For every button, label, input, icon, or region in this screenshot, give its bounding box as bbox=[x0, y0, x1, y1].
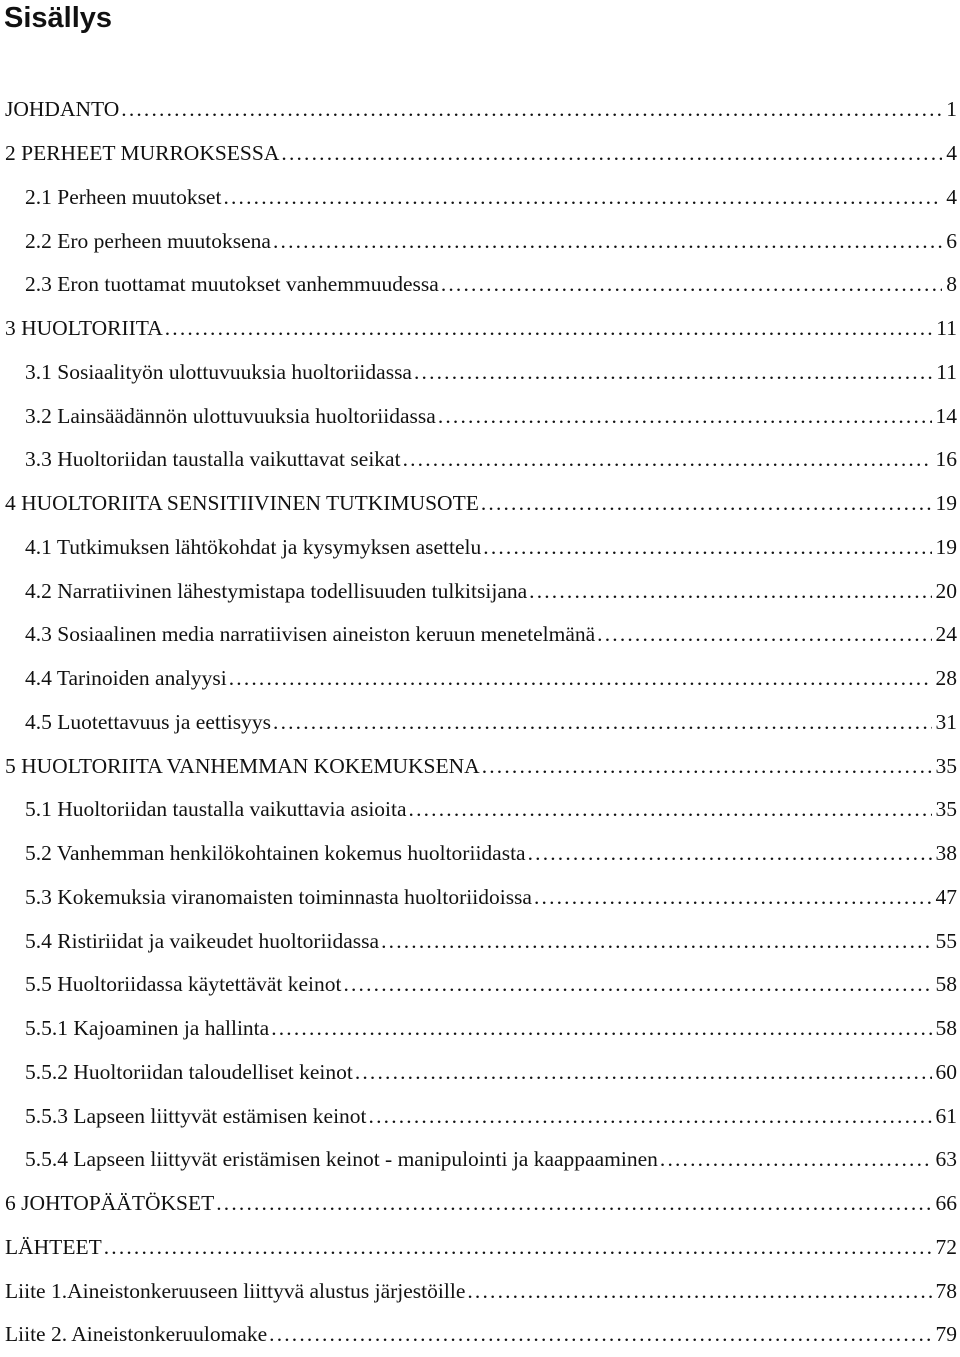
toc-entry[interactable] bbox=[0, 701, 960, 745]
toc-entry-page-number[interactable]: 66 bbox=[935, 1191, 957, 1216]
dot-leader bbox=[281, 141, 942, 166]
toc-entry[interactable] bbox=[0, 1051, 960, 1095]
table-of-contents bbox=[0, 88, 960, 1357]
dot-leader bbox=[482, 754, 932, 779]
dot-leader bbox=[381, 929, 931, 954]
dot-leader bbox=[369, 1104, 932, 1129]
toc-entry[interactable] bbox=[0, 876, 960, 920]
dot-leader bbox=[528, 841, 932, 866]
toc-entry-page-number[interactable]: 6 bbox=[946, 228, 957, 253]
page-title: Sisällys bbox=[4, 2, 113, 34]
toc-entry[interactable] bbox=[0, 1313, 960, 1357]
toc-entry-title[interactable]: 4.3 Sosiaalinen media narratiivisen aineiston keruun menetelmänä bbox=[25, 622, 596, 647]
toc-entry-title[interactable]: 5.5.1 Kajoaminen ja hallinta bbox=[25, 1016, 270, 1041]
toc-entry-page-number[interactable]: 11 bbox=[936, 316, 957, 341]
toc-entry-page-number[interactable]: 72 bbox=[935, 1234, 957, 1259]
dot-leader bbox=[438, 404, 932, 429]
toc-entry-page-number[interactable]: 38 bbox=[935, 841, 957, 866]
toc-entry-page-number[interactable]: 16 bbox=[935, 447, 957, 472]
toc-entry[interactable] bbox=[0, 963, 960, 1007]
toc-entry-title[interactable]: LÄHTEET bbox=[5, 1234, 102, 1259]
dot-leader bbox=[216, 1191, 931, 1216]
toc-entry[interactable] bbox=[0, 1007, 960, 1051]
toc-entry-page-number[interactable]: 58 bbox=[935, 972, 957, 997]
toc-entry-title[interactable]: 5.5 Huoltoriidassa käytettävät keinot bbox=[25, 972, 342, 997]
toc-entry[interactable] bbox=[0, 744, 960, 788]
toc-entry[interactable] bbox=[0, 1226, 960, 1270]
toc-entry-title[interactable]: 4 HUOLTORIITA SENSITIIVINEN TUTKIMUSOTE bbox=[5, 491, 479, 516]
toc-entry-title[interactable]: 2 PERHEET MURROKSESSA bbox=[5, 141, 280, 166]
toc-entry[interactable] bbox=[0, 307, 960, 351]
toc-entry-page-number[interactable]: 79 bbox=[935, 1322, 957, 1347]
toc-entry[interactable] bbox=[0, 219, 960, 263]
toc-entry-page-number[interactable]: 31 bbox=[935, 709, 957, 734]
toc-entry[interactable] bbox=[0, 1138, 960, 1182]
dot-leader bbox=[467, 1279, 931, 1304]
toc-entry[interactable] bbox=[0, 788, 960, 832]
toc-entry-title[interactable]: 5 HUOLTORIITA VANHEMMAN KOKEMUKSENA bbox=[5, 753, 480, 778]
toc-entry[interactable] bbox=[0, 176, 960, 220]
dot-leader bbox=[441, 272, 942, 297]
toc-entry-page-number[interactable]: 4 bbox=[946, 141, 957, 166]
dot-leader bbox=[534, 885, 932, 910]
dot-leader bbox=[403, 447, 932, 472]
toc-entry-title[interactable]: 5.1 Huoltoriidan taustalla vaikuttavia asioita bbox=[25, 797, 407, 822]
toc-entry-page-number[interactable]: 8 bbox=[946, 272, 957, 297]
toc-entry[interactable] bbox=[0, 394, 960, 438]
toc-entry-page-number[interactable]: 28 bbox=[935, 666, 957, 691]
toc-entry-title[interactable]: 4.2 Narratiivinen lähestymistapa todellisuuden tulkitsijana bbox=[25, 578, 528, 603]
toc-entry-title[interactable]: 3.1 Sosiaalityön ulottuvuuksia huoltoriidassa bbox=[25, 359, 412, 384]
dot-leader bbox=[343, 972, 931, 997]
dot-leader bbox=[529, 579, 931, 604]
dot-leader bbox=[409, 797, 932, 822]
toc-entry-page-number[interactable]: 60 bbox=[935, 1059, 957, 1084]
toc-entry-page-number[interactable]: 78 bbox=[935, 1278, 957, 1303]
toc-entry[interactable] bbox=[0, 263, 960, 307]
dot-leader bbox=[223, 185, 942, 210]
toc-entry-page-number[interactable]: 35 bbox=[935, 753, 957, 778]
toc-entry[interactable] bbox=[0, 88, 960, 132]
dot-leader bbox=[273, 229, 942, 254]
toc-entry[interactable] bbox=[0, 657, 960, 701]
dot-leader bbox=[414, 360, 932, 385]
toc-entry-title[interactable]: 4.5 Luotettavuus ja eettisyys bbox=[25, 709, 272, 734]
toc-entry-page-number[interactable]: 19 bbox=[935, 491, 957, 516]
toc-entry[interactable] bbox=[0, 832, 960, 876]
toc-entry-page-number[interactable]: 35 bbox=[935, 797, 957, 822]
toc-entry-page-number[interactable]: 55 bbox=[935, 928, 957, 953]
toc-entry-title[interactable]: 3 HUOLTORIITA bbox=[5, 316, 163, 341]
toc-entry-title[interactable]: JOHDANTO bbox=[5, 97, 120, 122]
toc-entry[interactable] bbox=[0, 613, 960, 657]
toc-entry-title[interactable]: 5.4 Ristiriidat ja vaikeudet huoltoriidassa bbox=[25, 928, 380, 953]
dot-leader bbox=[165, 316, 933, 341]
dot-leader bbox=[269, 1322, 931, 1347]
toc-entry-title[interactable]: 5.2 Vanhemman henkilökohtainen kokemus huoltoriidasta bbox=[25, 841, 526, 866]
toc-entry-title[interactable]: 3.2 Lainsäädännön ulottuvuuksia huoltoriidassa bbox=[25, 403, 436, 428]
toc-entry-page-number[interactable]: 20 bbox=[935, 578, 957, 603]
dot-leader bbox=[597, 622, 931, 647]
toc-entry-title[interactable]: 5.5.4 Lapseen liittyvät eristämisen keinot - manipulointi ja kaappaaminen bbox=[25, 1147, 658, 1172]
toc-entry[interactable] bbox=[0, 1094, 960, 1138]
toc-entry-title[interactable]: Liite 1.Aineistonkeruuseen liittyvä alustus järjestöille bbox=[5, 1278, 466, 1303]
toc-entry-title[interactable]: 5.3 Kokemuksia viranomaisten toiminnasta huoltoriidoissa bbox=[25, 884, 532, 909]
dot-leader bbox=[121, 97, 942, 122]
toc-entry[interactable] bbox=[0, 1182, 960, 1226]
toc-entry-title[interactable]: 2.2 Ero perheen muutoksena bbox=[25, 228, 271, 253]
toc-entry-title[interactable]: 2.1 Perheen muutokset bbox=[25, 184, 222, 209]
toc-entry-title[interactable]: 4.1 Tutkimuksen lähtökohdat ja kysymyksen asettelu bbox=[25, 534, 482, 559]
toc-entry[interactable] bbox=[0, 526, 960, 570]
toc-entry-page-number[interactable]: 47 bbox=[935, 884, 957, 909]
toc-entry-title[interactable]: 2.3 Eron tuottamat muutokset vanhemmuudessa bbox=[25, 272, 439, 297]
toc-entry-page-number[interactable]: 1 bbox=[946, 97, 957, 122]
toc-entry[interactable] bbox=[0, 482, 960, 526]
dot-leader bbox=[660, 1147, 932, 1172]
toc-entry-title[interactable]: 4.4 Tarinoiden analyysi bbox=[25, 666, 227, 691]
dot-leader bbox=[481, 491, 932, 516]
toc-entry-page-number[interactable]: 11 bbox=[936, 359, 957, 384]
toc-entry[interactable] bbox=[0, 438, 960, 482]
dot-leader bbox=[229, 666, 932, 691]
toc-entry-page-number[interactable]: 4 bbox=[946, 184, 957, 209]
toc-entry-title[interactable]: 5.5.3 Lapseen liittyvät estämisen keinot bbox=[25, 1103, 367, 1128]
toc-entry-title[interactable]: 3.3 Huoltoriidan taustalla vaikuttavat seikat bbox=[25, 447, 401, 472]
toc-entry-page-number[interactable]: 19 bbox=[935, 534, 957, 559]
toc-entry[interactable] bbox=[0, 132, 960, 176]
toc-entry[interactable] bbox=[0, 351, 960, 395]
dot-leader bbox=[271, 1016, 931, 1041]
toc-entry[interactable] bbox=[0, 919, 960, 963]
toc-entry[interactable] bbox=[0, 1269, 960, 1313]
toc-entry-page-number[interactable]: 24 bbox=[935, 622, 957, 647]
toc-entry-page-number[interactable]: 63 bbox=[935, 1147, 957, 1172]
toc-entry-title[interactable]: 6 JOHTOPÄÄTÖKSET bbox=[5, 1191, 215, 1216]
dot-leader bbox=[273, 710, 931, 735]
dot-leader bbox=[355, 1060, 932, 1085]
toc-entry-page-number[interactable]: 58 bbox=[935, 1016, 957, 1041]
toc-entry-title[interactable]: Liite 2. Aineistonkeruulomake bbox=[5, 1322, 268, 1347]
toc-entry[interactable] bbox=[0, 569, 960, 613]
dot-leader bbox=[483, 535, 931, 560]
toc-entry-page-number[interactable]: 61 bbox=[935, 1103, 957, 1128]
toc-entry-page-number[interactable]: 14 bbox=[935, 403, 957, 428]
dot-leader bbox=[104, 1235, 932, 1260]
toc-entry-title[interactable]: 5.5.2 Huoltoriidan taloudelliset keinot bbox=[25, 1059, 353, 1084]
